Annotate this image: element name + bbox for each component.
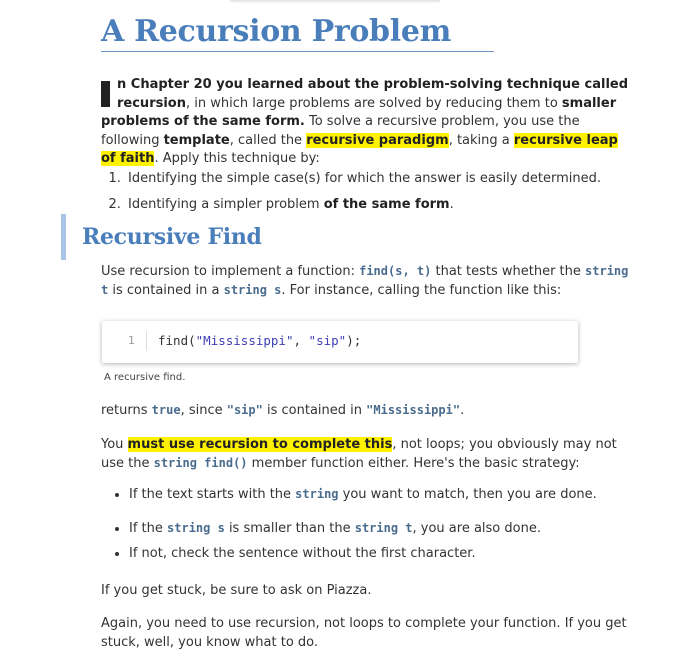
strategy-item: • If the string s is smaller than the string t, you are also done. — [129, 521, 649, 536]
steps-list — [101, 166, 645, 218]
intro-text-4: To solve a recursive problem, you use the following — [101, 114, 580, 148]
strategy-list-3 — [101, 546, 649, 561]
strategy-item: • If the text starts with the string you want to match, then you are done. — [129, 487, 649, 502]
intro-text-6: , called the — [229, 132, 307, 148]
intro-template: template — [163, 132, 230, 148]
line-number: 1 — [128, 334, 135, 347]
inline-code: "Mississippi" — [366, 403, 461, 417]
strategy-list — [101, 487, 649, 502]
drop-cap-i — [101, 81, 110, 107]
step-item: 2. Identifying a simpler problem of the same form. — [125, 192, 645, 218]
page-title: A Recursion Problem — [101, 14, 494, 52]
code-block — [102, 321, 578, 363]
requirement-highlight: must use recursion to complete this — [127, 437, 393, 452]
strategy-item: • If not, check the sentence without the first character. — [129, 546, 649, 561]
section-intro-paragraph: Use recursion to implement a function: find(s, t) that tests whether the string t is contained in a string s. For instance, calling the function like this: — [101, 264, 629, 298]
top-shadow — [230, 0, 440, 4]
intro-text-3: smaller problems of the same form. — [101, 95, 617, 129]
inline-code: string find() — [153, 456, 248, 470]
section-accent-bar — [61, 214, 66, 260]
intro-text-10: . Apply this technique by: — [154, 151, 320, 166]
closing-paragraph: Again, you need to use recursion, not loops to complete your function. If you get stuck, well, you know what to do. — [101, 616, 627, 650]
gutter-separator — [146, 331, 147, 351]
strategy-list-2 — [101, 521, 649, 536]
intro-leap-of-faith: recursive leap of faith — [101, 132, 618, 166]
intro-text-8: , taking a — [448, 132, 514, 148]
inline-code: true — [151, 403, 181, 417]
inline-code: string s — [223, 283, 282, 297]
inline-code: string t — [101, 264, 629, 297]
intro-text-2: , in which large problems are solved by reducing them to — [185, 95, 562, 111]
requirement-paragraph: You must use recursion to complete this, not loops; you obviously may not use the string find() member function either. Here's the basic strategy: — [101, 437, 617, 471]
stuck-paragraph: If you get stuck, be sure to ask on Piazza. — [101, 583, 372, 598]
returns-paragraph: returns true, since "sip" is contained in "Mississippi". — [101, 403, 465, 418]
code-caption: A recursive find. — [104, 372, 186, 383]
inline-code: find(s, t) — [359, 264, 432, 278]
section-heading: Recursive Find — [82, 224, 262, 250]
code-line: find("Mississippi", "sip"); — [158, 333, 362, 348]
intro-recursive-paradigm: recursive paradigm — [306, 132, 449, 148]
intro-text-1: n Chapter 20 you learned about the problem-solving technique called recursion — [117, 77, 629, 111]
step-item: 1. Identifying the simple case(s) for which the answer is easily determined. — [125, 166, 645, 192]
intro-paragraph — [101, 76, 634, 169]
inline-code: "sip" — [226, 403, 263, 417]
